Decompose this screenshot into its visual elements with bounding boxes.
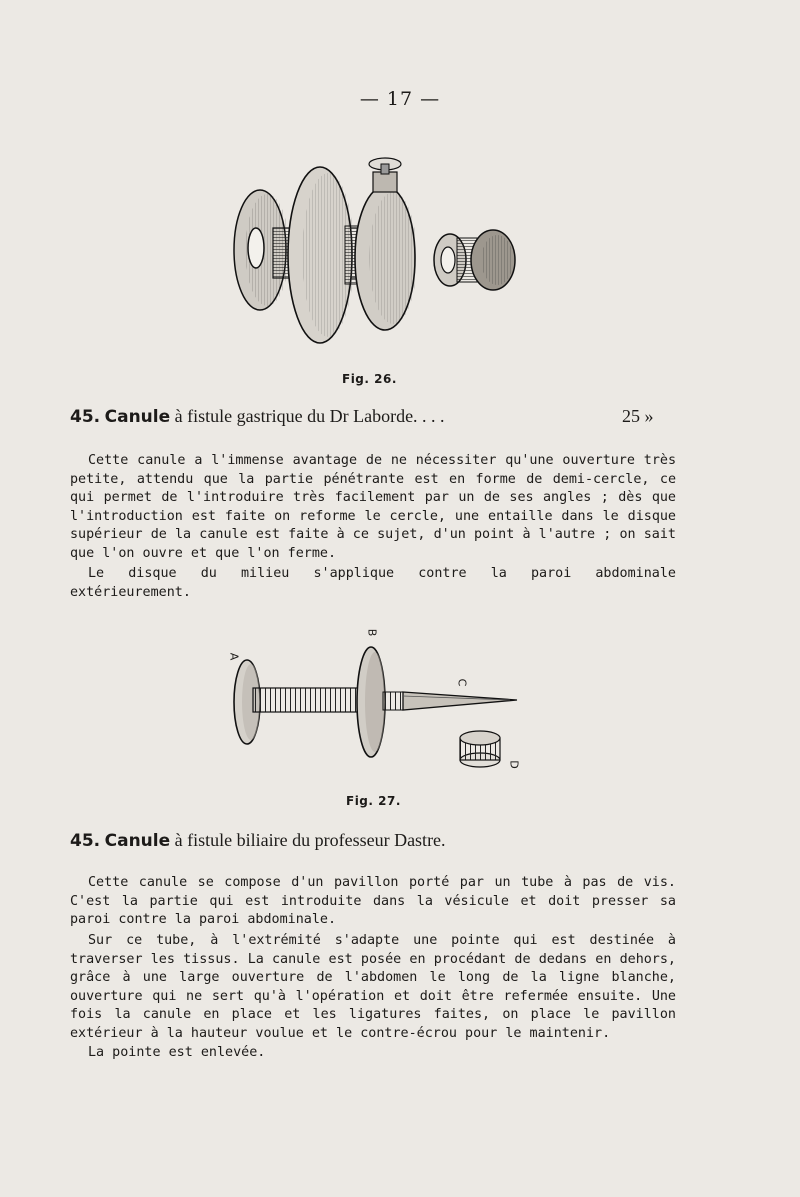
figure-27-caption: Fig. 27. — [346, 794, 401, 808]
entry-1-paragraph-1: Cette canule a l'immense avantage de ne nécessiter qu'une ouverture très petite, attendu que la partie pénétrante est en forme de demi-cercle, ce qui permet de l'introduire très facilement par un de ses angles ; dès que l'introduction est faite on reforme le cercle, une entaille dans le disque supérieur de la canule est faite à ce sujet, d'un point à l'autre ; on sait que l'on ouvre et que l'on ferme. — [70, 453, 676, 561]
entry-2-paragraph-3: La pointe est enlevée. — [88, 1045, 266, 1060]
figure-26-caption: Fig. 26. — [342, 372, 397, 386]
figure-27-label-b: B — [365, 628, 379, 637]
entry-1-number: 45. — [70, 407, 101, 427]
entry-2-paragraph-1: Cette canule se compose d'un pavillon porté par un tube à pas de vis. C'est la partie qui est introduite dans la vésicule et doit presser sa paroi contre la paroi abdominale. — [70, 875, 676, 928]
entry-1-title: à fistule gastrique du Dr Laborde. . . . — [174, 406, 445, 426]
entry-2-number: 45. — [70, 831, 101, 851]
figure-27-label-c: C — [455, 678, 469, 687]
figure-27-label-d: D — [507, 760, 521, 769]
figure-27-label-a: A — [227, 652, 241, 661]
entry-1-paragraph-2: Le disque du milieu s'applique contre la paroi abdominale extérieurement. — [70, 566, 676, 600]
entry-1-heading — [70, 406, 445, 427]
page-number: — 17 — — [359, 88, 441, 110]
entry-2-heading — [70, 830, 446, 851]
entry-1-keyword: Canule — [104, 407, 171, 427]
entry-2-paragraph-2: Sur ce tube, à l'extrémité s'adapte une pointe qui est destinée à traverser les tissus. La canule est posée en procédant de dedans en dehors, grâce à une large ouverture de l'abdomen le long de la ligne blanche, ouverture qui ne sert qu'à l'opération et doit être refermée ensuite. Une fois la canule en place et les ligatures faites, on place le pavillon extérieur à la hauteur voulue et le contre-écrou pour le maintenir. — [70, 933, 676, 1041]
figure-26-illustration — [225, 150, 525, 360]
figure-27-illustration — [225, 630, 535, 790]
entry-1-price: 25 » — [622, 406, 654, 426]
entry-2-title: à fistule biliaire du professeur Dastre. — [174, 830, 446, 850]
entry-2-keyword: Canule — [104, 831, 171, 851]
